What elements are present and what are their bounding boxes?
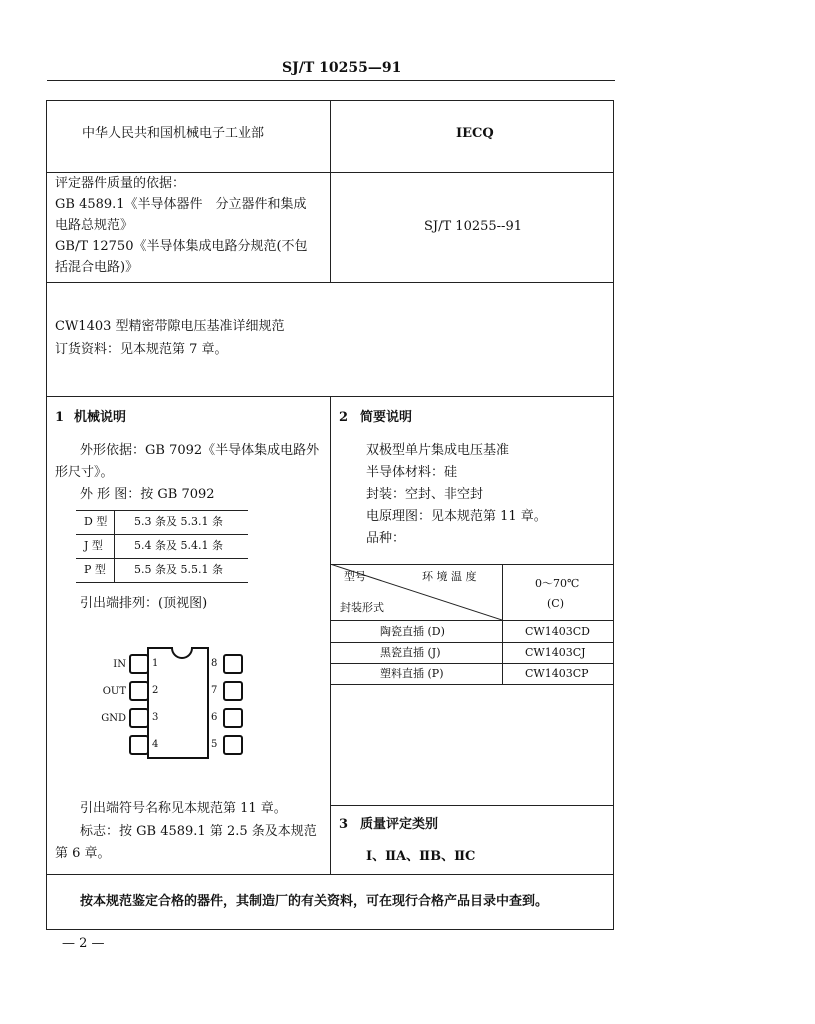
variant-table bbox=[330, 564, 614, 684]
pin-name-in: IN bbox=[113, 659, 126, 670]
pkg-black-ceramic: 黑瓷直插 (J) bbox=[380, 646, 441, 659]
basis-line-2: GB 4589.1《半导体器件 分立器件和集成 bbox=[55, 197, 307, 212]
divider-top-2 bbox=[46, 282, 614, 283]
section3-heading: 质量评定类别 bbox=[360, 817, 439, 832]
quality-categories: Ⅰ、ⅡA、ⅡB、ⅡC bbox=[366, 849, 476, 864]
divider-footer bbox=[46, 874, 614, 875]
divider-top-vertical bbox=[330, 100, 331, 282]
pin-symbol-note: 引出端符号名称见本规范第 11 章。 bbox=[80, 801, 287, 816]
pin-7 bbox=[223, 681, 243, 701]
brief-line-3: 封装：空封、非空封 bbox=[366, 487, 484, 502]
org-name: 中华人民共和国机械电子工业部 bbox=[82, 126, 265, 141]
outline-basis-line2: 形尺寸》。 bbox=[55, 465, 114, 480]
order-info: 订货资料：见本规范第 7 章。 bbox=[55, 342, 228, 357]
pin-3 bbox=[129, 708, 149, 728]
standard-code: SJ/T 10255--91 bbox=[424, 219, 522, 234]
spec-title: CW1403 型精密带隙电压基准详细规范 bbox=[55, 319, 285, 334]
iecq-label: IECQ bbox=[456, 126, 494, 141]
pin-5 bbox=[223, 735, 243, 755]
dip8-pinout-diagram bbox=[100, 640, 260, 770]
model-cp: CW1403CP bbox=[525, 667, 589, 680]
pin-2 bbox=[129, 681, 149, 701]
pin-number-3: 3 bbox=[152, 712, 159, 723]
outline-basis-line1: 外形依据：GB 7092《半导体集成电路外 bbox=[80, 443, 320, 458]
outline-clause-p: 5.5 条及 5.5.1 条 bbox=[134, 563, 223, 576]
pin-number-7: 7 bbox=[211, 685, 218, 696]
pin-1 bbox=[129, 654, 149, 674]
outline-type-p: P 型 bbox=[84, 563, 106, 576]
basis-line-5: 括混合电路)》 bbox=[55, 260, 139, 275]
qualification-statement: 按本规范鉴定合格的器件，其制造厂的有关资料，可在现行合格产品目录中查到。 bbox=[80, 894, 549, 909]
outline-clause-d: 5.3 条及 5.3.1 条 bbox=[134, 515, 223, 528]
pin-6 bbox=[223, 708, 243, 728]
header-rule bbox=[47, 80, 615, 81]
pkg-plastic: 塑料直插 (P) bbox=[380, 667, 444, 680]
brief-line-5: 品种： bbox=[366, 531, 406, 546]
hdr-package: 封装形式 bbox=[340, 601, 384, 614]
outline-type-j: J 型 bbox=[84, 539, 103, 552]
pin-number-1: 1 bbox=[152, 658, 159, 669]
marking-note-line1: 标志：按 GB 4589.1 第 2.5 条及本规范 bbox=[80, 824, 317, 839]
pin-number-4: 4 bbox=[152, 739, 159, 750]
marking-note-line2: 第 6 章。 bbox=[55, 846, 111, 861]
pin-number-2: 2 bbox=[152, 685, 159, 696]
doc-code-header: SJ/T 10255—91 bbox=[282, 60, 402, 76]
pin-name-gnd: GND bbox=[101, 713, 126, 724]
model-cj: CW1403CJ bbox=[525, 646, 586, 659]
section1-heading: 机械说明 bbox=[74, 410, 127, 425]
pkg-ceramic: 陶瓷直插 (D) bbox=[380, 625, 445, 638]
pin-8 bbox=[223, 654, 243, 674]
section3-number: 3 bbox=[339, 817, 349, 832]
outline-table bbox=[76, 510, 248, 582]
temp-code: (C) bbox=[547, 597, 564, 610]
hdr-model: 型号 bbox=[344, 570, 366, 583]
brief-line-2: 半导体材料：硅 bbox=[366, 465, 458, 480]
outline-clause-j: 5.4 条及 5.4.1 条 bbox=[134, 539, 223, 552]
brief-line-4: 电原理图：见本规范第 11 章。 bbox=[366, 509, 547, 524]
section2-number: 2 bbox=[339, 410, 349, 425]
basis-line-4: GB/T 12750《半导体集成电路分规范(不包 bbox=[55, 239, 308, 254]
pin-number-8: 8 bbox=[211, 658, 218, 669]
divider-section3 bbox=[330, 805, 614, 806]
model-cd: CW1403CD bbox=[525, 625, 590, 638]
pin-4 bbox=[129, 735, 149, 755]
hdr-ambient-temp: 环 境 温 度 bbox=[422, 570, 477, 583]
outline-figure: 外 形 图：按 GB 7092 bbox=[80, 487, 215, 502]
section2-heading: 简要说明 bbox=[360, 410, 413, 425]
pin-number-6: 6 bbox=[211, 712, 218, 723]
section1-number: 1 bbox=[55, 410, 65, 425]
pin-number-5: 5 bbox=[211, 739, 218, 750]
basis-line-1: 评定器件质量的依据： bbox=[55, 176, 186, 191]
pin-name-out: OUT bbox=[102, 686, 126, 697]
temp-range: 0～70℃ bbox=[535, 577, 580, 590]
basis-line-3: 电路总规范》 bbox=[55, 218, 134, 233]
pin-arrangement-title: 引出端排列：(顶视图) bbox=[80, 596, 208, 611]
outline-type-d: D 型 bbox=[84, 515, 108, 528]
page-number: — 2 — bbox=[62, 936, 105, 951]
brief-line-1: 双极型单片集成电压基准 bbox=[366, 443, 510, 458]
